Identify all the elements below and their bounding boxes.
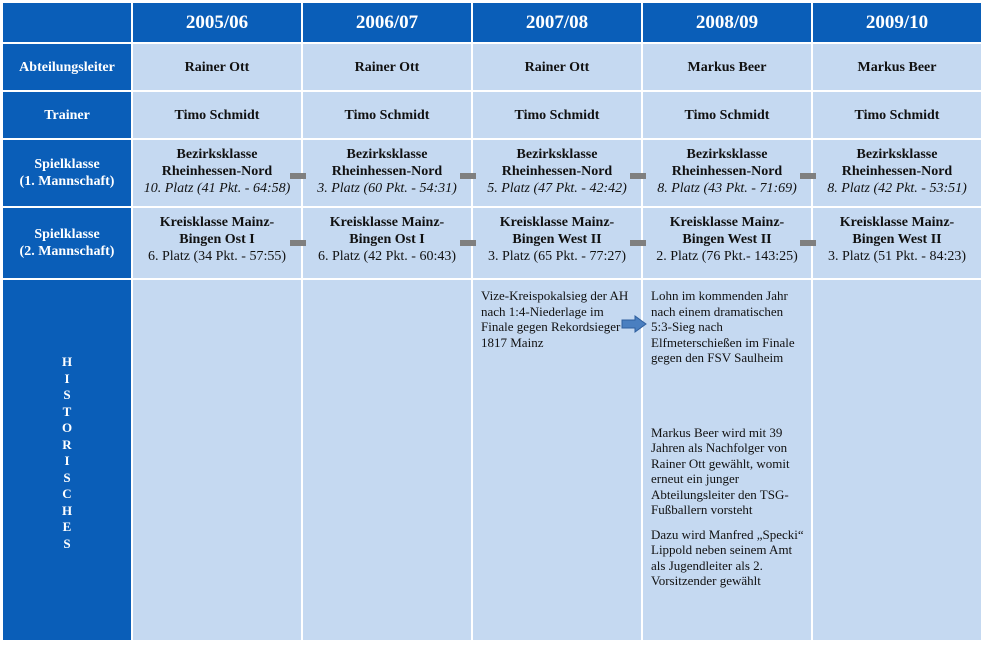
connector-dash [800,240,816,246]
team2-league-line2: Bingen West II [682,232,772,247]
team2-2005-06 [133,208,301,278]
historisches-2007-08 [473,280,641,640]
row-label-historisches [3,280,131,640]
team1-league-line2: Rheinhessen-Nord [501,164,613,179]
team2-2006-07 [303,208,471,278]
team1-place: 3. Platz (60 Pkt. - 54:31) [317,181,457,196]
team2-league-line1: Kreisklasse Mainz- [329,215,445,230]
historisches-letter: E [62,519,72,534]
connector-dash [290,173,306,179]
season-header-2006-07: 2006/07 [303,3,471,42]
row-label-spielklasse-2 [3,208,131,278]
team2-place: 2. Platz (76 Pkt.- 143:25) [656,249,798,264]
team1-league-line2: Rheinhessen-Nord [671,164,783,179]
historisches-2009-10 [813,280,981,640]
season-header-2007-08: 2007/08 [473,3,641,42]
historisches-note-pokal: Vize-Kreispokalsieg der AH nach 1:4-Niederlage im Finale gegen Rekordsieger 1817 Mainz [481,288,629,350]
team1-2007-08 [473,140,641,206]
team2-league-line2: Bingen Ost I [349,232,425,247]
connector-dash [290,240,306,246]
historisches-note-pokalsieg: Lohn im kommenden Jahr nach einem dramatischen 5:3-Sieg nach Elfmeterschießen im Finale gegen den FSV Saulheim [651,288,795,365]
connector-dash [460,240,476,246]
team1-league-line1: Bezirksklasse [856,147,938,162]
team1-league-line1: Bezirksklasse [176,147,258,162]
connector-dash [800,173,816,179]
corner-cell [3,3,131,42]
season-header-2009-10: 2009/10 [813,3,981,42]
abteilungsleiter-2005-06: Rainer Ott [133,44,301,90]
team1-league-line2: Rheinhessen-Nord [841,164,953,179]
team2-league-line2: Bingen West II [512,232,602,247]
row-label-spielklasse-1-line1: Spielklasse [34,157,100,172]
abteilungsleiter-2009-10: Markus Beer [813,44,981,90]
team1-league-line2: Rheinhessen-Nord [161,164,273,179]
historisches-2006-07 [303,280,471,640]
historisches-letter: I [64,370,70,386]
historisches-note-abteilungsleiter: Markus Beer wird mit 39 Jahren als Nachfolger von Rainer Ott gewählt, womit erneut ein junger Abteilungsleiter den TSG-Fußballern vorsteht [651,424,790,517]
team1-2009-10 [813,140,981,206]
historisches-2005-06 [133,280,301,640]
abteilungsleiter-2008-09: Markus Beer [643,44,811,90]
team2-place: 6. Platz (34 Pkt. - 57:55) [147,249,287,264]
team1-league-line1: Bezirksklasse [346,147,428,162]
history-table [3,3,981,644]
trainer-2007-08: Timo Schmidt [473,92,641,138]
team1-league-line1: Bezirksklasse [516,147,598,162]
arrow-right-icon [621,315,647,333]
connector-dash [630,240,646,246]
trainer-2005-06: Timo Schmidt [133,92,301,138]
historisches-letter: S [63,469,71,485]
team1-place: 8. Platz (43 Pkt. - 71:69) [657,181,797,196]
historisches-letter: S [63,535,71,551]
row-label-spielklasse-1-line2: (1. Mannschaft) [19,174,115,189]
team1-place: 10. Platz (41 Pkt. - 64:58) [143,181,291,196]
historisches-note-vorsitzender: Dazu wird Manfred „Specki“ Lippold neben seinem Amt als Jugendleiter als 2. Vorsitzender gewählt [651,526,804,588]
team2-2009-10 [813,208,981,278]
team1-place: 5. Platz (47 Pkt. - 42:42) [487,181,627,196]
team1-2005-06 [133,140,301,206]
team2-place: 6. Platz (42 Pkt. - 60:43) [317,249,457,264]
team2-league-line2: Bingen West II [852,232,942,247]
trainer-2009-10: Timo Schmidt [813,92,981,138]
historisches-letter: I [64,453,70,468]
historisches-letter: R [62,436,72,452]
abteilungsleiter-2006-07: Rainer Ott [303,44,471,90]
historisches-vertical-label [62,354,72,552]
historisches-letter: S [63,387,71,402]
team2-league-line2: Bingen Ost I [179,232,255,247]
trainer-2006-07: Timo Schmidt [303,92,471,138]
team1-2008-09 [643,140,811,206]
team2-2008-09 [643,208,811,278]
team2-place: 3. Platz (65 Pkt. - 77:27) [487,249,627,264]
row-label-spielklasse-2-line1: Spielklasse [34,227,100,242]
row-label-abteilungsleiter: Abteilungsleiter [3,44,131,90]
team2-2007-08 [473,208,641,278]
row-label-spielklasse-1 [3,140,131,206]
historisches-letter: T [62,403,72,419]
team1-place: 8. Platz (42 Pkt. - 53:51) [827,181,967,196]
historisches-letter: O [61,420,73,435]
team2-league-line1: Kreisklasse Mainz- [669,215,785,230]
team2-league-line1: Kreisklasse Mainz- [159,215,275,230]
connector-dash [630,173,646,179]
historisches-letter: H [61,354,73,369]
historisches-letter: H [61,502,73,518]
team1-2006-07 [303,140,471,206]
team1-league-line1: Bezirksklasse [686,147,768,162]
season-header-2005-06: 2005/06 [133,3,301,42]
team2-league-line1: Kreisklasse Mainz- [839,215,955,230]
trainer-2008-09: Timo Schmidt [643,92,811,138]
row-label-spielklasse-2-line2: (2. Mannschaft) [19,244,115,259]
row-label-trainer: Trainer [3,92,131,138]
team2-league-line1: Kreisklasse Mainz- [499,215,615,230]
historisches-letter: C [62,486,72,501]
team2-place: 3. Platz (51 Pkt. - 84:23) [827,249,967,264]
season-header-2008-09: 2008/09 [643,3,811,42]
team1-league-line2: Rheinhessen-Nord [331,164,443,179]
historisches-2008-09 [643,280,811,640]
abteilungsleiter-2007-08: Rainer Ott [473,44,641,90]
connector-dash [460,173,476,179]
